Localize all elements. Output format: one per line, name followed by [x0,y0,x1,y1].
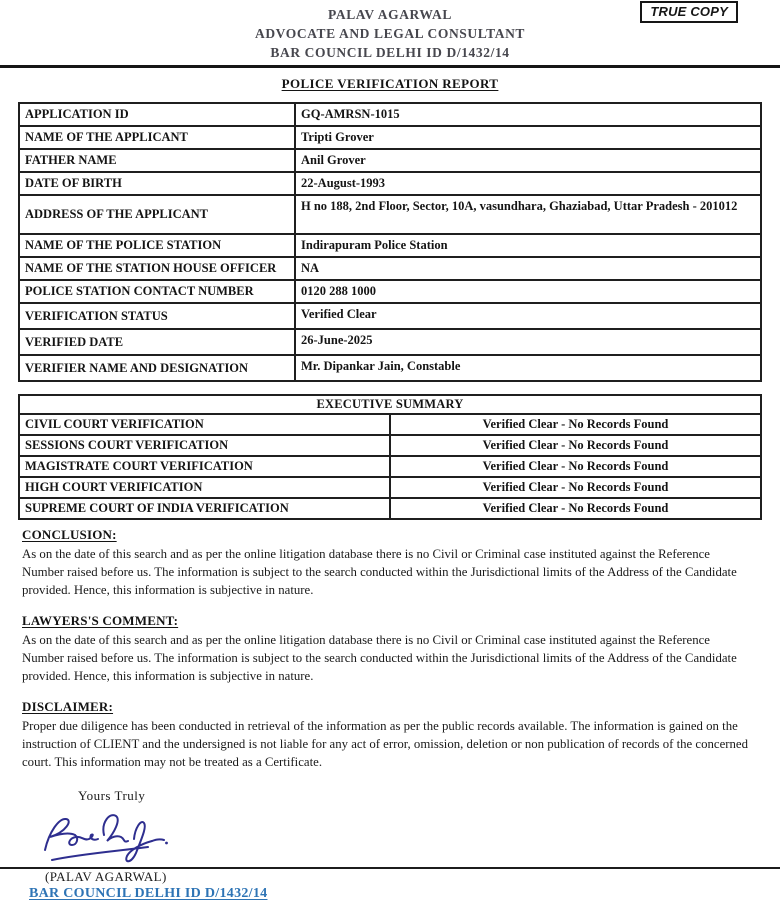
table-row [19,329,761,355]
conclusion-heading: CONCLUSION: [22,527,117,542]
row-label: APPLICATION ID [19,103,295,126]
table-row [19,435,761,456]
row-value: Verified Clear - No Records Found [390,498,761,519]
letterhead-title: ADVOCATE AND LEGAL CONSULTANT [254,26,526,41]
row-label: SESSIONS COURT VERIFICATION [19,435,390,456]
table-row [19,477,761,498]
row-label: FATHER NAME [19,149,295,172]
row-label: NAME OF THE APPLICANT [19,126,295,149]
row-value: Verified Clear [295,303,761,329]
table-row [19,257,761,280]
text-sections [22,527,755,771]
row-value: Indirapuram Police Station [295,234,761,257]
row-label: NAME OF THE POLICE STATION [19,234,295,257]
table-row [19,498,761,519]
row-label: HIGH COURT VERIFICATION [19,477,390,498]
row-value: Anil Grover [295,149,761,172]
table-row [19,126,761,149]
summary-header-row [19,395,761,414]
table-row [19,234,761,257]
signatory-name: (PALAV AGARWAL) [45,869,167,884]
row-label: VERIFIER NAME AND DESIGNATION [19,355,295,381]
letterhead-bar-id: BAR COUNCIL DELHI ID D/1432/14 [270,45,510,60]
table-row [19,456,761,477]
lawyers-comment-heading: LAWYERS'S COMMENT: [22,613,179,628]
report-title-wrap [0,75,780,93]
row-label: VERIFICATION STATUS [19,303,295,329]
row-label: DATE OF BIRTH [19,172,295,195]
row-value: Verified Clear - No Records Found [390,456,761,477]
row-label: NAME OF THE STATION HOUSE OFFICER [19,257,295,280]
table-row [19,303,761,329]
table-row [19,414,761,435]
row-label: SUPREME COURT OF INDIA VERIFICATION [19,498,390,519]
header-divider [0,65,780,68]
row-value: 22-August-1993 [295,172,761,195]
row-label: CIVIL COURT VERIFICATION [19,414,390,435]
signature-image [40,810,170,868]
footer-bar-id: BAR COUNCIL DELHI ID D/1432/14 [29,886,268,901]
row-value: Mr. Dipankar Jain, Constable [295,355,761,381]
row-label: MAGISTRATE COURT VERIFICATION [19,456,390,477]
report-title: POLICE VERIFICATION REPORT [281,76,499,91]
row-value: Tripti Grover [295,126,761,149]
row-label: VERIFIED DATE [19,329,295,355]
row-value: NA [295,257,761,280]
true-copy-stamp: TRUE COPY [640,1,738,23]
table-row [19,103,761,126]
row-value: Verified Clear - No Records Found [390,477,761,498]
disclaimer-heading: DISCLAIMER: [22,699,114,714]
row-value: H no 188, 2nd Floor, Sector, 10A, vasundhara, Ghaziabad, Uttar Pradesh - 201012 [295,195,761,234]
row-label: POLICE STATION CONTACT NUMBER [19,280,295,303]
bottom-divider [0,867,780,869]
table-row [19,355,761,381]
table-row [19,280,761,303]
row-label: ADDRESS OF THE APPLICANT [19,195,295,234]
table-row [19,149,761,172]
details-table [18,102,762,382]
table-row [19,195,761,234]
conclusion-body: As on the date of this search and as per the online litigation database there is no Civil or Criminal case instituted against the Reference Number raised before us. The information is subject to the search conducted within the Jurisdictional limits of the Address of the Candidate provided. Hence, this information is subjective in nature. [22,547,737,597]
row-value: 26-June-2025 [295,329,761,355]
letterhead-name: PALAV AGARWAL [328,7,452,22]
disclaimer-body: Proper due diligence has been conducted in retrieval of the information as per the public records available. The information is gained on the instruction of CLIENT and the undersigned is not liable for any act of error, omission, deletion or non publication of records of the concerned court. This information may not be treated as a Certificate. [22,719,748,769]
row-value: GQ-AMRSN-1015 [295,103,761,126]
lawyers-comment-body: As on the date of this search and as per the online litigation database there is no Civil or Criminal case instituted against the Reference Number raised before us. The information is subject to the search conducted within the Jurisdictional limits of the Address of the Candidate provided. Hence, this information is subjective in nature. [22,633,737,683]
table-row [19,172,761,195]
summary-title: EXECUTIVE SUMMARY [19,395,761,414]
executive-summary-table [18,394,762,520]
row-value: Verified Clear - No Records Found [390,435,761,456]
row-value: 0120 288 1000 [295,280,761,303]
row-value: Verified Clear - No Records Found [390,414,761,435]
salutation: Yours Truly [78,788,146,803]
